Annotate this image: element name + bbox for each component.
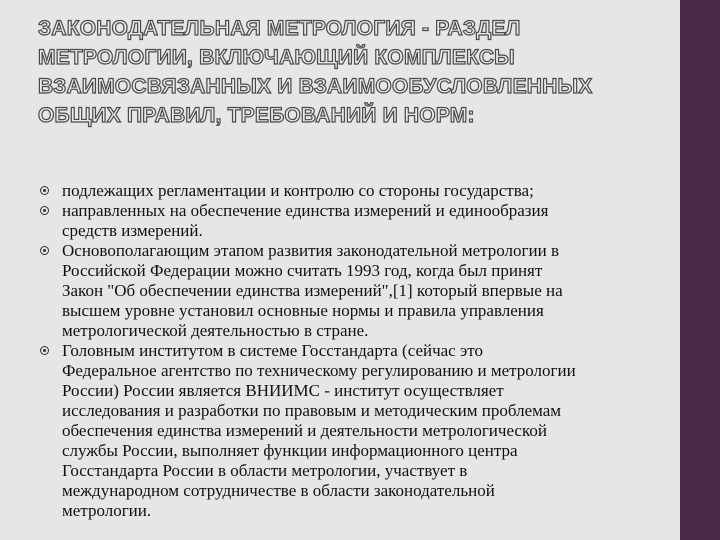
bullet-text-line: Госстандарта России в области метрологии, участвует в <box>62 461 468 480</box>
bullet-text-line: Основополагающим этапом развития законодательной метрологии в <box>62 241 559 260</box>
bullet-text-line: метрологии. <box>62 501 152 520</box>
bullet-text-line: России) России является ВНИИМС - институт осуществляет <box>62 381 504 400</box>
bullet-list <box>38 181 678 521</box>
circle-dot-bullet-icon <box>40 186 49 195</box>
bullet-item <box>38 341 678 521</box>
bullet-text-line: службы России, выполняет функции информационного центра <box>62 441 518 460</box>
title-line: МЕТРОЛОГИИ, ВКЛЮЧАЮЩИЙ КОМПЛЕКСЫ <box>38 46 515 69</box>
bullet-text-line: Российской Федерации можно считать 1993 год, когда был принят <box>62 261 543 280</box>
bullet-item <box>38 181 678 201</box>
bullet-text-line: средств измерений. <box>62 221 203 240</box>
bullet-text-line: Закон "Об обеспечении единства измерений",[1] который впервые на <box>62 281 563 300</box>
slide-title <box>38 14 658 130</box>
bullet-text-line: обеспечения единства измерений и деятельности метрологической <box>62 421 547 440</box>
circle-dot-bullet-icon <box>40 206 49 215</box>
bullet-text-line: международном сотрудничестве в области законодательной <box>62 481 495 500</box>
right-accent-bar <box>680 0 720 540</box>
bullet-item <box>38 241 678 341</box>
title-line: ВЗАИМОСВЯЗАННЫХ И ВЗАИМООБУСЛОВЛЕННЫХ <box>38 75 593 98</box>
bullet-item <box>38 201 678 241</box>
bullet-text-line: метрологической деятельностью в стране. <box>62 321 369 340</box>
bullet-text-line: высшем уровне установил основные нормы и правила управления <box>62 301 544 320</box>
circle-dot-bullet-icon <box>40 246 49 255</box>
bullet-text-line: исследования и разработки по правовым и методическим проблемам <box>62 401 562 420</box>
bullet-text-line: Федеральное агентство по техническому регулированию и метрологии <box>62 361 576 380</box>
circle-dot-bullet-icon <box>40 346 49 355</box>
bullet-text-line: подлежащих регламентации и контролю со стороны государства; <box>62 181 534 200</box>
bullet-text-line: Головным институтом в системе Госстандарта (сейчас это <box>62 341 483 360</box>
title-line: ОБЩИХ ПРАВИЛ, ТРЕБОВАНИЙ И НОРМ: <box>38 104 475 127</box>
bullet-text-line: направленных на обеспечение единства измерений и единообразия <box>62 201 549 220</box>
title-line: ЗАКОНОДАТЕЛЬНАЯ МЕТРОЛОГИЯ - РАЗДЕЛ <box>38 17 521 40</box>
